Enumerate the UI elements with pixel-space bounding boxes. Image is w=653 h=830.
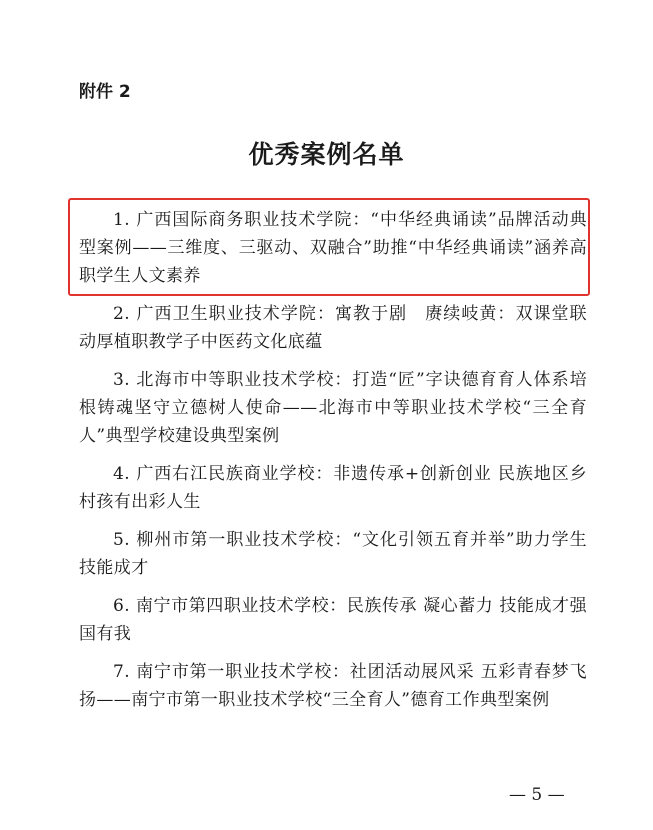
list-item: 3. 北海市中等职业技术学校：打造“匠”字诀德育育人体系培根铸魂坚守立德树人使命——北海市中等职业技术学校“三全育人”典型学校建设典型案例 [79,370,587,446]
list-item-highlighted: 1. 广西国际商务职业技术学院：“中华经典诵读”品牌活动典型案例——三维度、三驱动、双融合”助推“中华经典诵读”涵养高职学生人文素养 [79,206,587,290]
list-item: 2. 广西卫生职业技术学院：寓教于剧 赓续岐黄：双课堂联动厚植职教学子中医药文化底蕴 [79,304,587,352]
list-item: 5. 柳州市第一职业技术学校：“文化引领五育并举”助力学生技能成才 [79,530,587,578]
page-number: — 5 — [509,785,565,805]
list-item: 4. 广西右江民族商业学校：非遗传承+创新创业 民族地区乡村孩有出彩人生 [79,464,587,512]
attachment-label: 附件 2 [79,82,131,102]
list-item: 7. 南宁市第一职业技术学校：社团活动展风采 五彩青春梦飞扬——南宁市第一职业技术学校“三全育人”德育工作典型案例 [79,662,587,710]
case-list [79,206,587,714]
list-item: 6. 南宁市第四职业技术学校：民族传承 凝心蓄力 技能成才强国有我 [79,596,587,644]
page-title: 优秀案例名单 [248,140,405,169]
